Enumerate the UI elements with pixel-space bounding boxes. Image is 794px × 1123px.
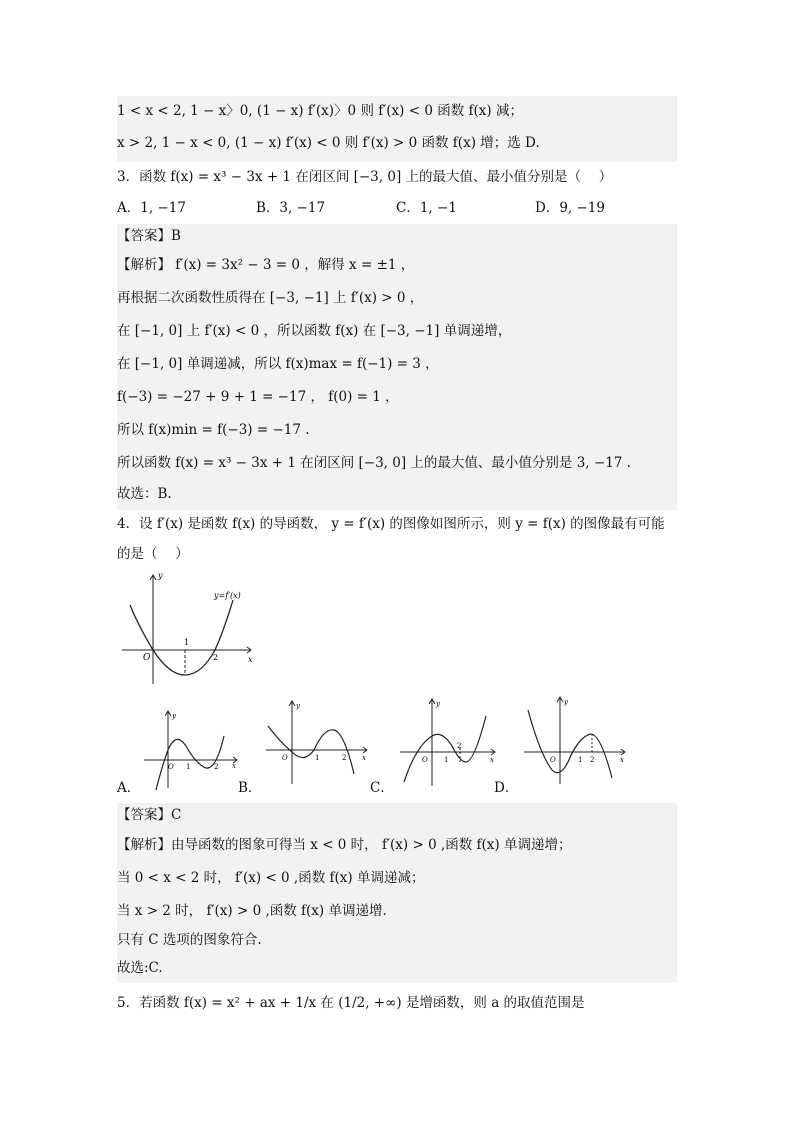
d-y-label: y [564, 698, 568, 706]
q3-analysis-4: 在 [−1, 0] 单调递减，所以 f(x)max = f(−1) = 3 ， [117, 356, 439, 372]
q4-option-d-label: D． [494, 780, 519, 796]
b-origin: O [282, 754, 288, 762]
q3-option-a-label: A． [117, 200, 141, 216]
q3-analysis-8: 故选：B. [117, 486, 172, 502]
b-y-label: y [296, 702, 300, 710]
d-x-label: x [620, 756, 624, 764]
q3-answer: 【答案】B [117, 228, 181, 244]
c-curve [404, 716, 486, 782]
q4-option-c-graph [396, 696, 500, 790]
q4-stem-line-1: 4．设 f′(x) 是函数 f(x) 的导函数， y = f′(x) 的图像如图所示，则 y = f(x) 的图像最有可能 [117, 516, 665, 532]
q3-analysis-6: 所以 f(x)min = f(−3) = −17 . [117, 422, 310, 438]
q3-option-c-text: 1, −1 [419, 200, 457, 216]
main-tick-1: 1 [184, 638, 190, 647]
c-x-label: x [490, 756, 494, 764]
d-origin: O [550, 756, 556, 764]
b-tick-2: 2 [342, 754, 347, 762]
q4-analysis-4: 只有 C 选项的图象符合. [117, 932, 262, 948]
q3-analysis-2: 再根据二次函数性质得在 [−3, −1] 上 f′(x) > 0 ， [117, 290, 424, 306]
main-tick-2: 2 [213, 653, 219, 662]
q4-analysis-3: 当 x > 2 时， f′(x) > 0 ,函数 f(x) 单调递增. [117, 903, 387, 919]
d-tick-2: 2 [590, 756, 595, 764]
q3-option-c-label: C． [396, 200, 420, 216]
q3-analysis-7: 所以函数 f(x) = x³ − 3x + 1 在闭区间 [−3, 0] 上的最大值、最小值分别是 3, −17 . [117, 455, 631, 471]
a-tick-2: 2 [214, 763, 219, 771]
main-origin-label: O [143, 653, 151, 663]
q3-option-d-label: D． [535, 200, 560, 216]
q3-option-a-text: 1, −17 [140, 200, 186, 216]
q4-stem-line-2: 的是（ ） [117, 546, 189, 562]
q4-analysis-5: 故选:C. [117, 960, 163, 976]
q4-solution-shade [117, 803, 677, 983]
q5-stem: 5．若函数 f(x) = x² + ax + 1/x 在 (1/2, +∞) 是增函数，则 a 的取值范围是 [117, 995, 585, 1011]
q3-analysis-1: 【解析】 f′(x) = 3x² − 3 = 0 ，解得 x = ±1 ， [117, 257, 415, 273]
a-tick-1: 1 [186, 763, 191, 771]
q4-option-a-label: A． [117, 780, 141, 796]
c-y-label: y [436, 700, 440, 708]
q3-analysis-3: 在 [−1, 0] 上 f′(x) < 0 ，所以函数 f(x) 在 [−3, −1] 单调递增， [117, 323, 512, 339]
main-x-label: x [248, 655, 253, 664]
q4-derivative-graph [118, 570, 258, 688]
c-tick-2: 2 [457, 742, 462, 750]
q4-option-c-label: C． [370, 780, 394, 796]
q3-analysis-5: f(−3) = −27 + 9 + 1 = −17 ， f(0) = 1 ， [117, 389, 399, 405]
q3-option-b [256, 198, 325, 218]
q4-answer: 【答案】C [117, 807, 182, 823]
q4-option-a-graph [140, 706, 240, 792]
main-curve-label: y=f′(x) [214, 591, 241, 600]
q3-option-a [117, 198, 186, 218]
d-curve [528, 710, 612, 778]
c-tick-1: 1 [444, 756, 449, 764]
q4-option-b-label: B． [238, 780, 262, 796]
q4-option-b-graph [262, 698, 372, 788]
q4-analysis-2: 当 0 < x < 2 时， f′(x) < 0 ,函数 f(x) 单调递减； [117, 870, 425, 886]
a-origin: O [168, 763, 174, 771]
q4-option-d-graph [520, 694, 630, 788]
a-y-label: y [172, 712, 176, 720]
q3-option-d-text: 9, −19 [559, 200, 605, 216]
prev-solution-line-1: 1 < x < 2, 1 − x〉0, (1 − x) f′(x)〉0 则 f′(x) < 0 函数 f(x) 减； [117, 103, 523, 119]
prev-solution-line-2: x > 2, 1 − x < 0, (1 − x) f′(x) < 0 则 f′(x) > 0 函数 f(x) 增；选 D. [117, 135, 540, 151]
q3-option-d [535, 198, 605, 218]
q4-analysis-1: 【解析】由导函数的图象可得当 x < 0 时， f′(x) > 0 ,函数 f(x) 单调递增； [117, 837, 572, 853]
q3-option-b-text: 3, −17 [279, 200, 326, 216]
b-tick-1: 1 [315, 754, 320, 762]
a-x-label: x [232, 762, 236, 770]
main-y-label: y [158, 571, 163, 580]
q3-option-b-label: B． [256, 200, 280, 216]
q3-option-c [396, 198, 457, 218]
q3-stem: 3．函数 f(x) = x³ − 3x + 1 在闭区间 [−3, 0] 上的最大值、最小值分别是（ ） [117, 169, 613, 185]
c-origin: O [422, 756, 428, 764]
main-derivative-curve [130, 600, 233, 675]
d-tick-1: 1 [578, 756, 583, 764]
b-x-label: x [362, 754, 366, 762]
